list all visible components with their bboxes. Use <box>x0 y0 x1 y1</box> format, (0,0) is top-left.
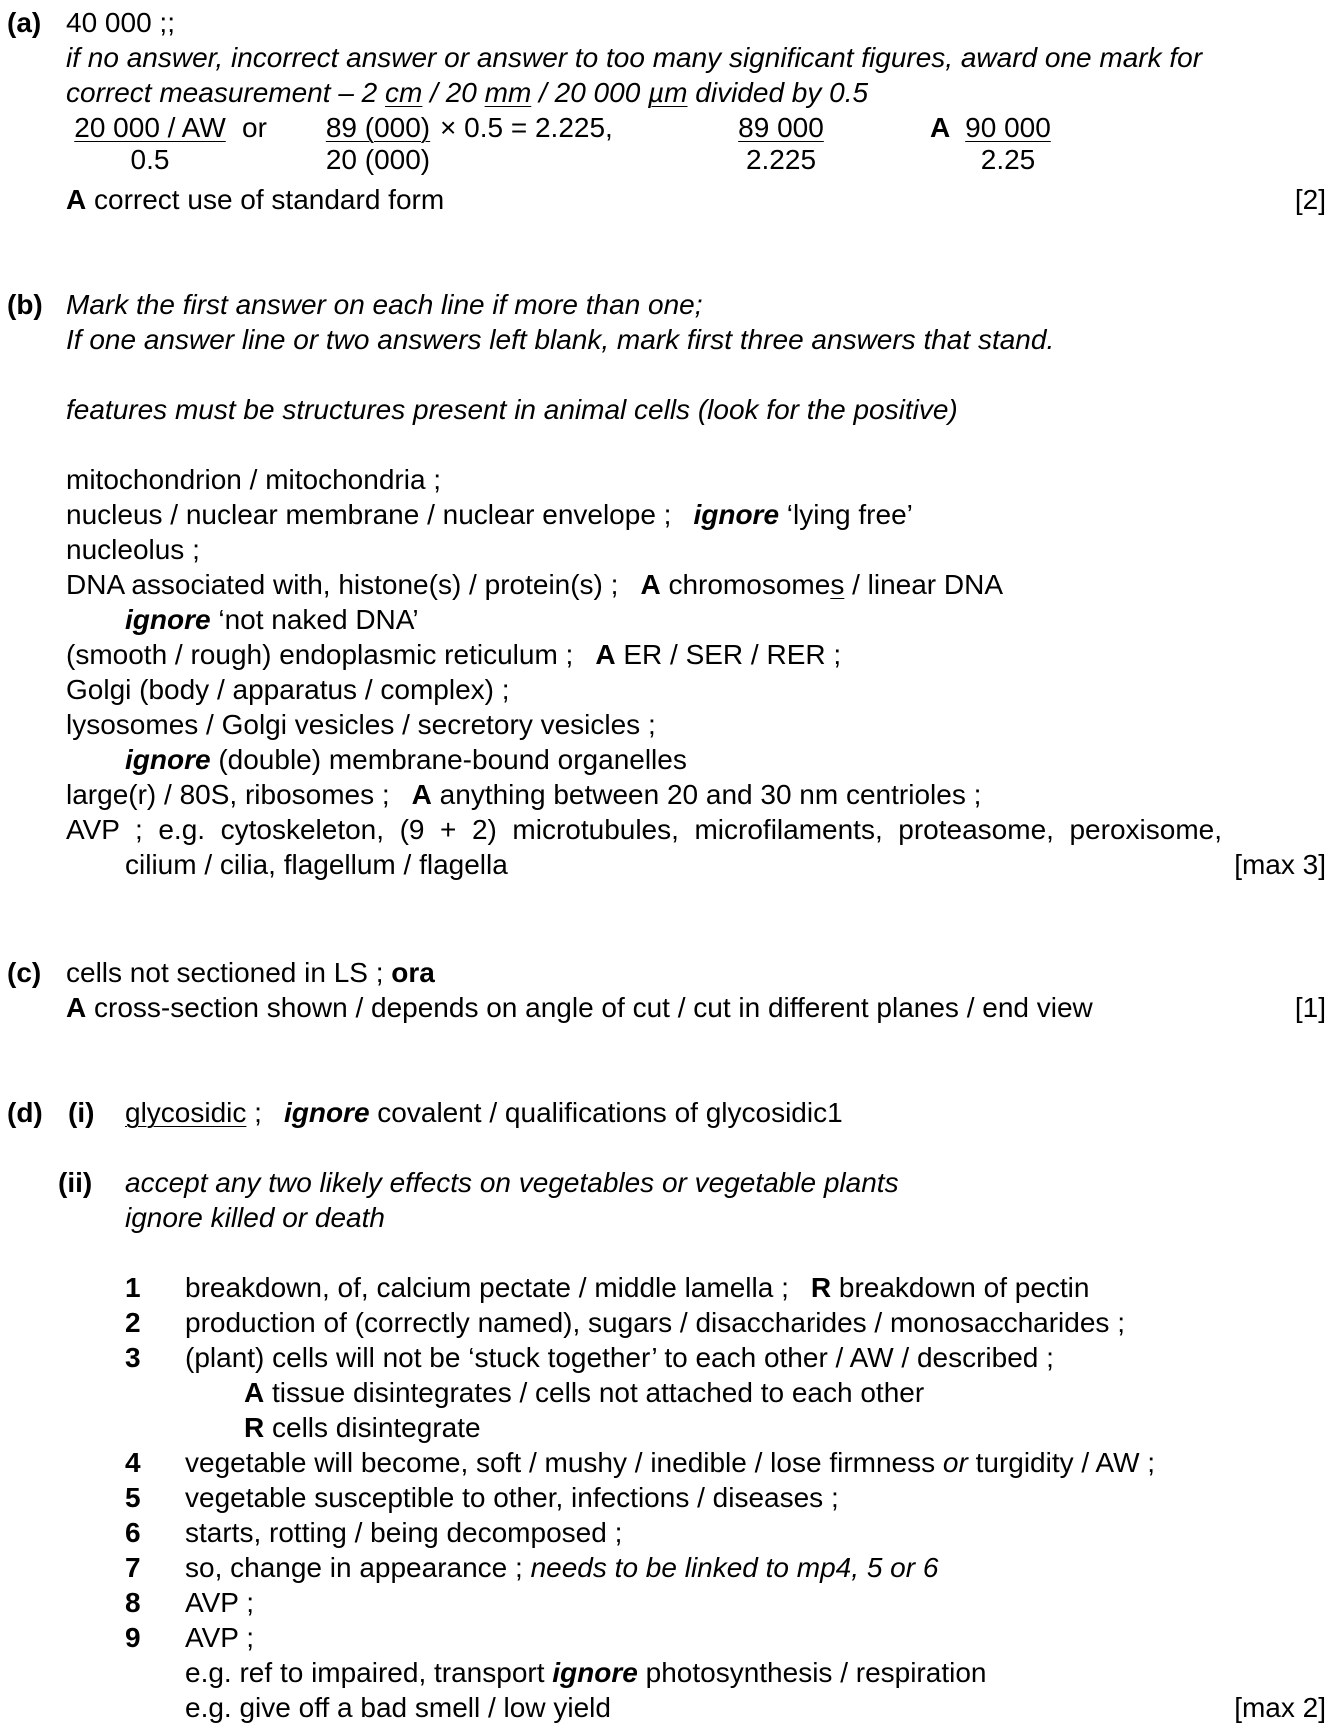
point-number: 6 <box>125 1517 141 1548</box>
part-b-label: (b) <box>7 289 43 320</box>
point-3-accept: A tissue disintegrates / cells not attached to each other <box>244 1377 925 1408</box>
point-number: 8 <box>125 1587 141 1618</box>
fraction-3: $\frac{89 000}{2.225}$ <box>738 112 824 175</box>
part-b-marks: [max 3] <box>1234 849 1326 880</box>
part-a-marks: [2] <box>1294 184 1326 215</box>
answer-line-3: nucleolus ; <box>66 534 200 565</box>
answer-line-1: mitochondrion / mitochondria ; <box>66 464 442 495</box>
part-d-ii-label: (ii) <box>58 1167 93 1198</box>
part-d-ii-note-2: ignore killed or death <box>125 1202 385 1233</box>
point-3: (plant) cells will not be ‘stuck together’ to each other / AW / described ; <box>185 1342 1054 1373</box>
answer-line-9: AVP ; e.g. cytoskeleton, (9 + 2) microtubules, microfilaments, proteasome, peroxisome, <box>66 814 1222 845</box>
fraction-1: $\frac{20 000 / AW}{0.5}$ <box>74 112 226 175</box>
part-c-label: (c) <box>7 957 42 988</box>
or-text: or <box>242 112 267 143</box>
part-b-instruction-2: If one answer line or two answers left blank, mark first three answers that stand. <box>66 324 1055 355</box>
answer-line-2: nucleus / nuclear membrane / nuclear envelope ; ignore ‘lying free’ <box>66 499 913 530</box>
answer-line-6: Golgi (body / apparatus / complex) ; <box>66 674 510 705</box>
part-a-note-2: correct measurement – 2 cm / 20 mm / 20 000 µm divided by 0.5 <box>66 77 869 108</box>
answer-line-8: large(r) / 80S, ribosomes ; A anything between 20 and 30 nm centrioles ; <box>66 779 982 810</box>
point-6: starts, rotting / being decomposed ; <box>185 1517 623 1548</box>
point-1: breakdown, of, calcium pectate / middle lamella ; R breakdown of pectin <box>185 1272 1090 1303</box>
part-b-instruction-1: Mark the first answer on each line if more than one; <box>66 289 703 320</box>
point-number: 2 <box>125 1307 141 1338</box>
point-number: 4 <box>125 1447 141 1478</box>
point-2: production of (correctly named), sugars / disaccharides / monosaccharides ; <box>185 1307 1125 1338</box>
point-4: vegetable will become, soft / mushy / inedible / lose firmness or turgidity / AW ; <box>185 1447 1156 1478</box>
point-number: 1 <box>125 1272 141 1303</box>
point-3-reject: R cells disintegrate <box>244 1412 481 1443</box>
point-7: so, change in appearance ; needs to be linked to mp4, 5 or 6 <box>185 1552 939 1583</box>
part-b-instruction-3: features must be structures present in animal cells (look for the positive) <box>66 394 958 425</box>
part-d-label: (d) <box>7 1097 43 1128</box>
example-2: e.g. give off a bad smell / low yield <box>185 1692 611 1723</box>
part-c-line-1: cells not sectioned in LS ; ora <box>66 957 435 988</box>
point-5: vegetable susceptible to other, infections / diseases ; <box>185 1482 839 1513</box>
point-number: 3 <box>125 1342 141 1373</box>
part-a-answer: 40 000 ;; <box>66 7 175 38</box>
standard-form-note: A correct use of standard form <box>66 184 445 215</box>
answer-line-7: lysosomes / Golgi vesicles / secretory vesicles ; <box>66 709 656 740</box>
part-d-i-answer: glycosidic ; ignore covalent / qualifications of glycosidic1 <box>125 1097 843 1128</box>
part-d-marks: [max 2] <box>1234 1692 1326 1723</box>
example-1: e.g. ref to impaired, transport ignore photosynthesis / respiration <box>185 1657 987 1688</box>
fraction-4-accept: A <box>930 112 951 143</box>
part-c-marks: [1] <box>1294 992 1326 1023</box>
answer-line-4: DNA associated with, histone(s) / protein(s) ; A chromosomes / linear DNA <box>66 569 1004 600</box>
point-8: AVP ; <box>185 1587 255 1618</box>
part-a-note-1: if no answer, incorrect answer or answer to too many significant figures, award one mark for <box>66 42 1203 73</box>
point-number: 9 <box>125 1622 141 1653</box>
part-c-line-2: A cross-section shown / depends on angle of cut / cut in different planes / end view <box>66 992 1093 1023</box>
fraction-4: $\frac{90 000}{2.25}$ <box>965 112 1051 175</box>
point-number: 5 <box>125 1482 141 1513</box>
answer-line-9-cont: cilium / cilia, flagellum / flagella <box>125 849 508 880</box>
point-9: AVP ; <box>185 1622 255 1653</box>
point-number: 7 <box>125 1552 141 1583</box>
answer-line-5: (smooth / rough) endoplasmic reticulum ; A ER / SER / RER ; <box>66 639 842 670</box>
fraction-2-tail: × 0.5 = 2.225, <box>440 112 613 143</box>
part-d-i-label: (i) <box>68 1097 95 1128</box>
answer-line-7-note: ignore (double) membrane-bound organelles <box>125 744 687 775</box>
answer-line-4-note: ignore ‘not naked DNA’ <box>125 604 419 635</box>
part-d-ii-note-1: accept any two likely effects on vegetables or vegetable plants <box>125 1167 899 1198</box>
part-a-label: (a) <box>7 7 42 38</box>
fraction-2: $\frac{89 (000)}{20 (000)}$ <box>325 112 431 175</box>
